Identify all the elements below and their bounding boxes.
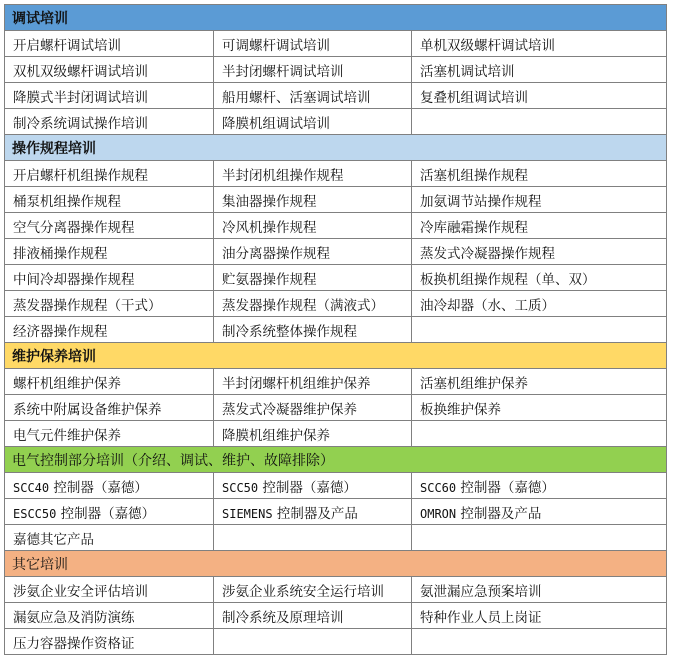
- course-cell: 加氨调节站操作规程: [412, 187, 667, 213]
- section-title-maintenance: 维护保养培训: [5, 343, 667, 369]
- course-cell: 排液桶操作规程: [5, 239, 214, 265]
- course-cell: 涉氨企业安全评估培训: [5, 577, 214, 603]
- table-row: [5, 369, 667, 395]
- course-cell: 空气分离器操作规程: [5, 213, 214, 239]
- course-cell: 制冷系统调试操作培训: [5, 109, 214, 135]
- course-cell: 板换维护保养: [412, 395, 667, 421]
- course-cell: 开启螺杆机组操作规程: [5, 161, 214, 187]
- course-cell: 降膜式半封闭调试培训: [5, 83, 214, 109]
- course-cell: 螺杆机组维护保养: [5, 369, 214, 395]
- table-row: [5, 577, 667, 603]
- course-cell: 冷库融霜操作规程: [412, 213, 667, 239]
- course-cell: 可调螺杆调试培训: [214, 31, 412, 57]
- course-cell: SCC50 控制器（嘉德）: [214, 473, 412, 499]
- table-row: [5, 31, 667, 57]
- course-cell: 开启螺杆调试培训: [5, 31, 214, 57]
- table-row: [5, 421, 667, 447]
- section-header-row: [5, 5, 667, 31]
- table-row: [5, 57, 667, 83]
- course-cell: 半封闭螺杆调试培训: [214, 57, 412, 83]
- table-row: [5, 317, 667, 343]
- course-cell: 桶泵机组操作规程: [5, 187, 214, 213]
- table-row: [5, 395, 667, 421]
- course-cell: 半封闭螺杆机组维护保养: [214, 369, 412, 395]
- table-row: [5, 161, 667, 187]
- course-cell: 活塞机调试培训: [412, 57, 667, 83]
- table-row: [5, 109, 667, 135]
- empty-cell: [412, 629, 667, 655]
- section-header-row: [5, 135, 667, 161]
- table-row: [5, 291, 667, 317]
- course-cell: 蒸发器操作规程（满液式）: [214, 291, 412, 317]
- course-cell: 活塞机组维护保养: [412, 369, 667, 395]
- course-cell: 复叠机组调试培训: [412, 83, 667, 109]
- course-cell: 贮氨器操作规程: [214, 265, 412, 291]
- course-cell: 降膜机组调试培训: [214, 109, 412, 135]
- training-catalog-table: [4, 4, 667, 655]
- course-cell: 蒸发式冷凝器维护保养: [214, 395, 412, 421]
- course-cell: SCC40 控制器（嘉德）: [5, 473, 214, 499]
- course-cell: 中间冷却器操作规程: [5, 265, 214, 291]
- section-title-electrical: 电气控制部分培训（介绍、调试、维护、故障排除）: [5, 447, 667, 473]
- course-cell: 涉氨企业系统安全运行培训: [214, 577, 412, 603]
- course-cell: 制冷系统及原理培训: [214, 603, 412, 629]
- course-cell: 经济器操作规程: [5, 317, 214, 343]
- course-cell: 降膜机组维护保养: [214, 421, 412, 447]
- section-title-other: 其它培训: [5, 551, 667, 577]
- course-cell: 特种作业人员上岗证: [412, 603, 667, 629]
- course-cell: 集油器操作规程: [214, 187, 412, 213]
- course-cell: 嘉德其它产品: [5, 525, 214, 551]
- table-row: [5, 629, 667, 655]
- table-row: [5, 187, 667, 213]
- table-row: [5, 213, 667, 239]
- empty-cell: [412, 109, 667, 135]
- course-cell: 氨泄漏应急预案培训: [412, 577, 667, 603]
- course-cell: 半封闭机组操作规程: [214, 161, 412, 187]
- empty-cell: [214, 629, 412, 655]
- course-cell: 蒸发式冷凝器操作规程: [412, 239, 667, 265]
- empty-cell: [412, 317, 667, 343]
- table-row: [5, 265, 667, 291]
- table-row: [5, 473, 667, 499]
- course-cell: 漏氨应急及消防演练: [5, 603, 214, 629]
- course-cell: 制冷系统整体操作规程: [214, 317, 412, 343]
- course-cell: 单机双级螺杆调试培训: [412, 31, 667, 57]
- section-header-row: [5, 447, 667, 473]
- table-row: [5, 499, 667, 525]
- course-cell: 系统中附属设备维护保养: [5, 395, 214, 421]
- course-cell: 蒸发器操作规程（干式）: [5, 291, 214, 317]
- course-cell: 冷风机操作规程: [214, 213, 412, 239]
- course-cell: SIEMENS 控制器及产品: [214, 499, 412, 525]
- table-row: [5, 239, 667, 265]
- table-row: [5, 603, 667, 629]
- course-cell: 油分离器操作规程: [214, 239, 412, 265]
- empty-cell: [412, 525, 667, 551]
- course-cell: ESCC50 控制器（嘉德）: [5, 499, 214, 525]
- section-header-row: [5, 343, 667, 369]
- section-title-debug: 调试培训: [5, 5, 667, 31]
- section-title-operation: 操作规程培训: [5, 135, 667, 161]
- course-cell: 船用螺杆、活塞调试培训: [214, 83, 412, 109]
- course-cell: OMRON 控制器及产品: [412, 499, 667, 525]
- course-cell: 电气元件维护保养: [5, 421, 214, 447]
- table-body: [5, 5, 667, 655]
- empty-cell: [412, 421, 667, 447]
- course-cell: SCC60 控制器（嘉德）: [412, 473, 667, 499]
- section-header-row: [5, 551, 667, 577]
- course-cell: 压力容器操作资格证: [5, 629, 214, 655]
- course-cell: 油冷却器（水、工质）: [412, 291, 667, 317]
- course-cell: 板换机组操作规程（单、双）: [412, 265, 667, 291]
- table-row: [5, 525, 667, 551]
- table-row: [5, 83, 667, 109]
- course-cell: 双机双级螺杆调试培训: [5, 57, 214, 83]
- course-cell: 活塞机组操作规程: [412, 161, 667, 187]
- empty-cell: [214, 525, 412, 551]
